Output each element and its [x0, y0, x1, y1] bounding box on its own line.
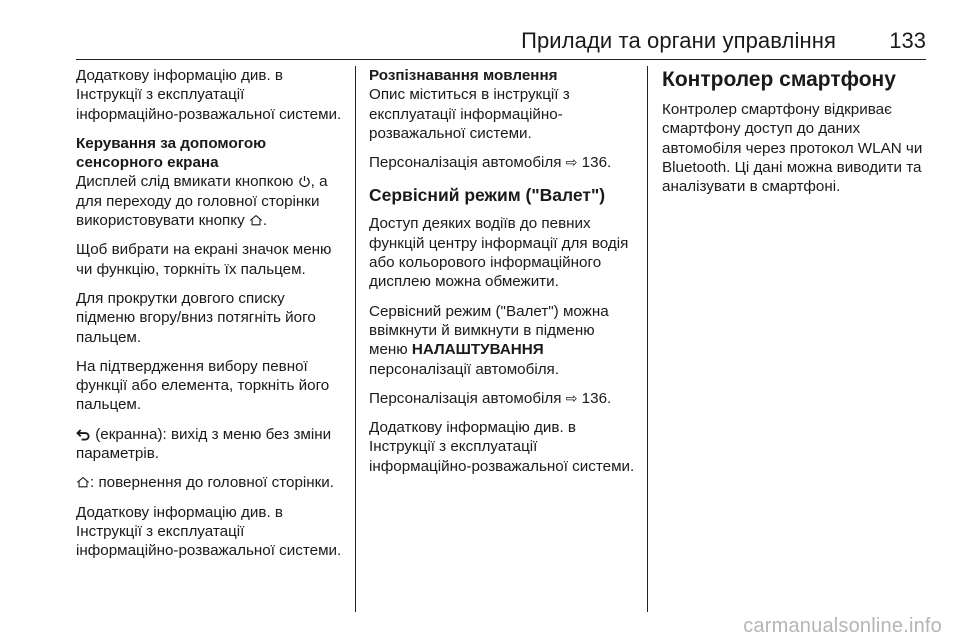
page-number: 133: [889, 28, 926, 53]
column-divider-2: [647, 66, 648, 612]
paragraph-more-info-3: Додаткову інформацію див. в Інструкції з експлуатації інформаційно-розважальної системи.: [369, 419, 635, 475]
paragraph-more-info-2: Додаткову інформацію див. в Інструкції з експлуатації інформаційно-розважальної системи.: [76, 503, 342, 560]
watermark: carmanualsonline.info: [743, 615, 942, 637]
arrow-icon: ⇨: [565, 154, 578, 171]
page-ref-link[interactable]: 136.: [581, 389, 612, 407]
paragraph-home: : повернення до головної сторінки.: [76, 473, 344, 492]
subheading-voice-recognition: Розпізнавання мовлення: [369, 67, 558, 84]
page-title: Прилади та органи управління: [521, 28, 836, 53]
column-2: [369, 66, 637, 486]
paragraph-valet-toggle: Сервісний режим ("Валет") можна ввімкнути й вимкнути в підменю меню НАЛАШТУВАННЯ персоналізації автомобіля.: [369, 302, 609, 378]
paragraph-scroll: Для прокрутки довгого списку підменю вгору/вниз потягніть його пальцем.: [76, 289, 316, 346]
paragraph-display-power: Дисплей слід вмикати кнопкою , а для переходу до головної сторінки використовувати кнопку .: [76, 173, 328, 230]
heading-valet-mode: Сервісний режим ("Валет"): [369, 185, 606, 206]
home-icon: [249, 214, 263, 226]
column-divider-1: [355, 66, 356, 612]
paragraph-personalization-ref-2: Персоналізація автомобіля ⇨ 136.: [369, 389, 612, 407]
paragraph-more-info: Додаткову інформацію див. в Інструкції з експлуатації інформаційно-розважальної системи.: [76, 67, 342, 123]
paragraph-confirm: На підтвердження вибору певної функції або елемента, торкніть його пальцем.: [76, 357, 330, 414]
home-icon: [76, 476, 90, 488]
paragraph-personalization-ref: Персоналізація автомобіля ⇨ 136.: [369, 154, 612, 172]
paragraph-select-icon: Щоб вибрати на екрані значок меню чи функцію, торкніть їх пальцем.: [76, 241, 332, 278]
paragraph-valet-access: Доступ деяких водіїв до певних функцій центру інформації для водія або кольорового інформаційного дисплею можна обмежити.: [369, 215, 629, 291]
header-rule: [76, 59, 926, 60]
column-1: [76, 66, 344, 571]
paragraph-smartphone-description: Контролер смартфону відкриває смартфону доступ до даних автомобіля через протокол WLAN чи Bluetooth. Ці дані можна виводити та аналізувати в смартфоні.: [662, 101, 923, 196]
power-icon: [298, 175, 311, 188]
subheading-touchscreen: Керування за допомогою сенсорного екрана: [76, 134, 267, 172]
back-icon: [76, 428, 91, 441]
menu-settings-label: НАЛАШТУВАННЯ: [411, 341, 544, 359]
arrow-icon: ⇨: [565, 389, 578, 406]
column-3: [662, 66, 930, 206]
page-header: [76, 24, 926, 60]
heading-smartphone-controller: Контролер смартфону: [662, 68, 896, 91]
page-ref-link[interactable]: 136.: [581, 154, 612, 172]
paragraph-voice-description: Опис міститься в інструкції з експлуатації інформаційно-розважальної системи.: [369, 86, 570, 142]
paragraph-back: (екранна): вихід з меню без зміни параметрів.: [76, 425, 332, 463]
